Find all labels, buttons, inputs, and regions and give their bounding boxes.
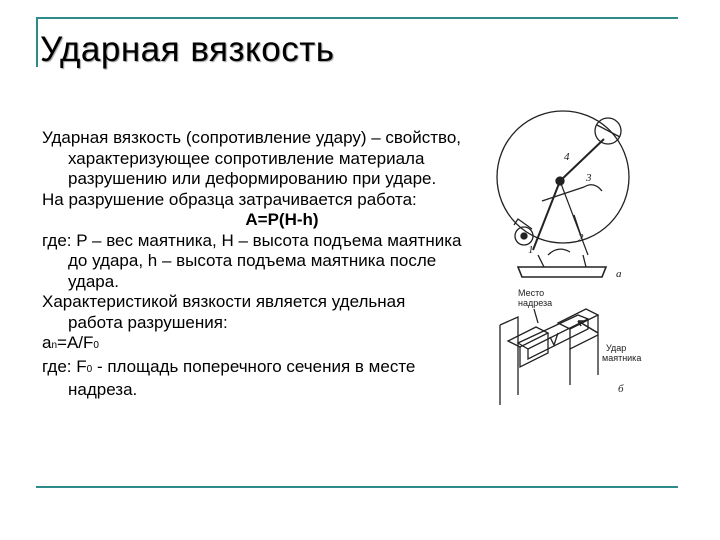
- slide-body: [42, 128, 462, 401]
- work-paragraph: На разрушение образца затрачивается работа:: [42, 189, 417, 209]
- formula-a: a: [42, 333, 52, 352]
- specific-work-formula: [42, 333, 462, 357]
- area-paragraph: [42, 357, 462, 401]
- pendulum-figure: [488, 105, 658, 405]
- formula-sub-0: 0: [93, 340, 99, 351]
- pendulum-machine-drawing: [497, 111, 629, 277]
- figure-label-a: а: [616, 268, 622, 280]
- label-mesto: Место: [518, 288, 545, 298]
- formula-rest: =A/F: [57, 333, 94, 352]
- figure-number-3: 3: [586, 172, 592, 184]
- work-formula: A=P(H-h): [245, 210, 319, 229]
- definition-paragraph: Ударная вязкость (сопротивление удару) – свойство, характеризующее сопротивление материала разрушению или деформированию при ударе.: [42, 128, 461, 188]
- label-udar: Удар: [606, 343, 627, 353]
- figure-number-2: 2: [578, 232, 584, 244]
- formula-sub-n: n: [51, 340, 58, 351]
- label-nadreza: надреза: [518, 298, 553, 308]
- area-pre: где: F: [42, 356, 87, 376]
- variables-paragraph: где: P – вес маятника, H – высота подъема маятника до удара, h – высота подъема маятника после удара.: [42, 230, 462, 291]
- frame-top-line: [36, 17, 678, 19]
- characteristic-paragraph: Характеристикой вязкости является удельная работа разрушения:: [42, 292, 406, 332]
- frame-bottom-line: [36, 486, 678, 488]
- specimen-drawing: [500, 309, 598, 405]
- label-mayatnika: маятника: [602, 353, 642, 363]
- figure-number-4: 4: [564, 151, 570, 163]
- figure-label-b: б: [618, 383, 624, 395]
- slide-title: Ударная вязкость: [40, 30, 335, 69]
- frame-left-line: [36, 17, 38, 67]
- area-sub: 0: [86, 363, 93, 375]
- figure-number-1: 1: [528, 244, 534, 256]
- area-rest: - площадь поперечного сечения в месте надреза.: [68, 356, 416, 399]
